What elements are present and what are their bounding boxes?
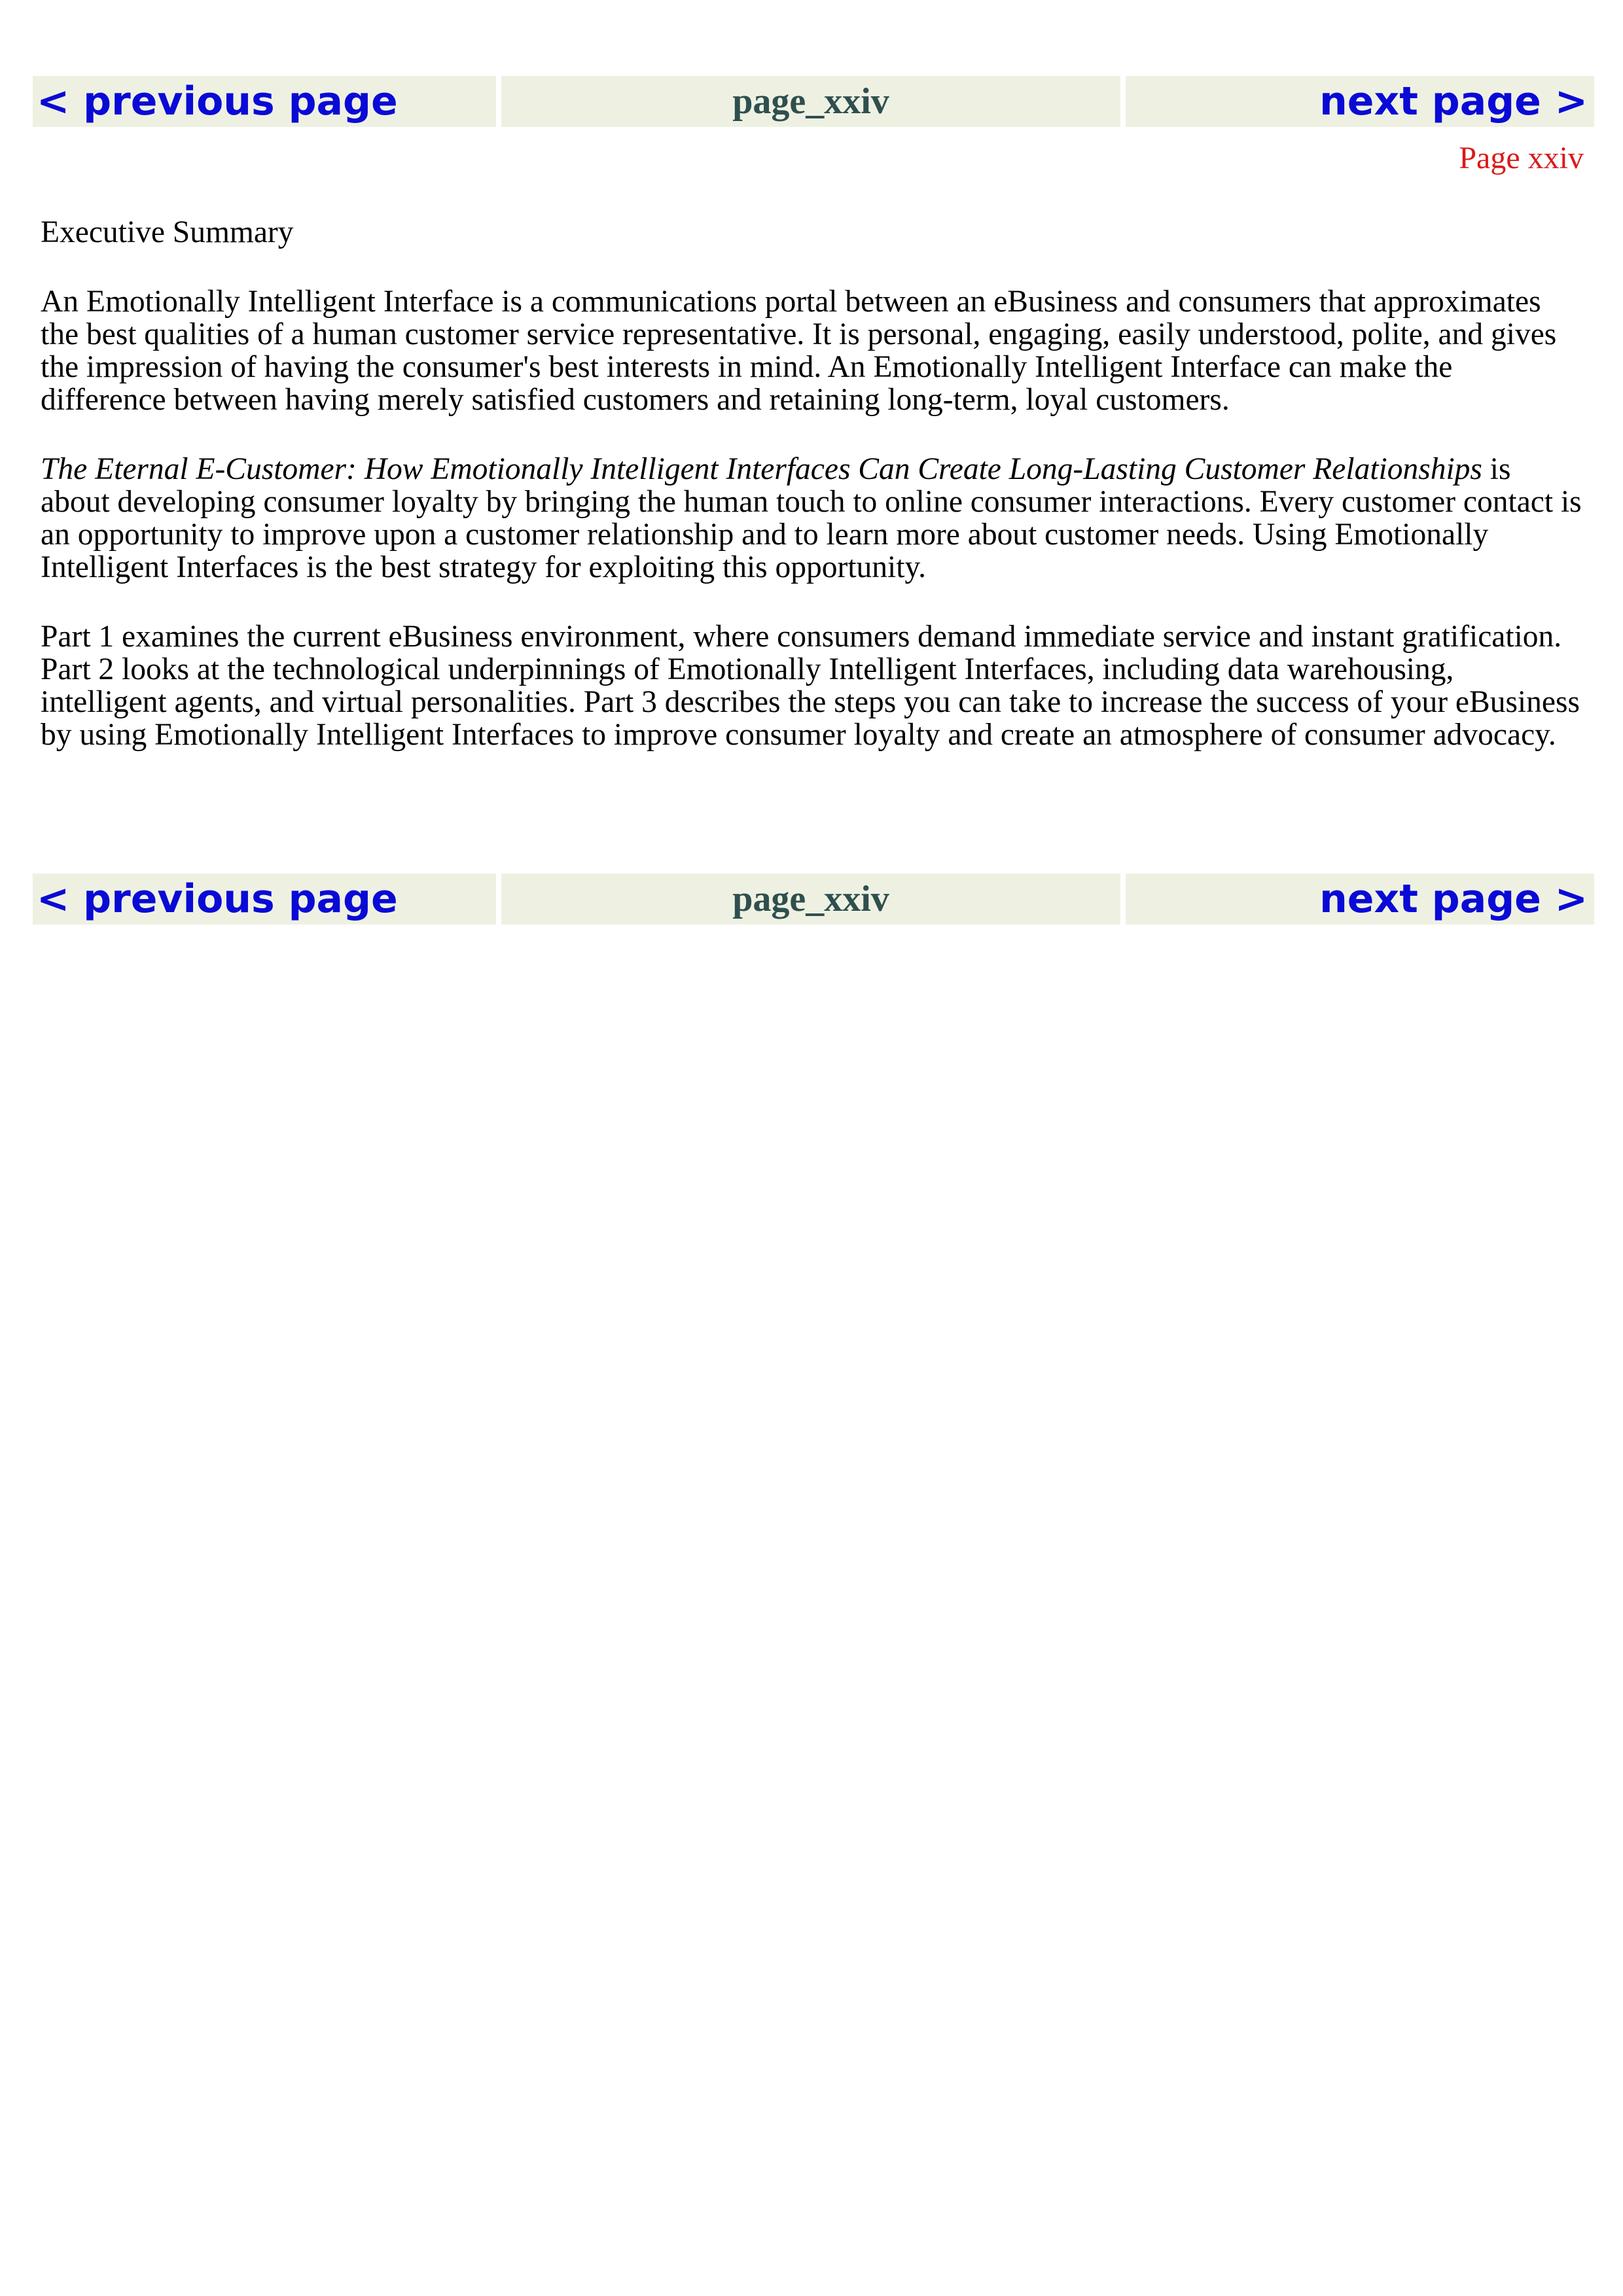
top-previous-page-link[interactable]: < previous page (37, 79, 398, 124)
top-previous-cell (33, 76, 496, 127)
top-next-cell (1126, 76, 1594, 127)
section-heading: Executive Summary (41, 215, 294, 249)
book-title: The Eternal E-Customer: How Emotionally Intelligent Interfaces Can Create Long-Lasting Customer Relationships (41, 452, 1482, 486)
paragraph-intro: An Emotionally Intelligent Interface is a communications portal between an eBusiness and consumers that approximates the best qualities of a human customer service representative. It is personal, engaging, easily understood, polite, and gives the impression of having the consumer's best interests in mind. An Emotionally Intelligent Interface can make the difference between having merely satisfied customers and retaining long-term, loyal customers. (41, 285, 1557, 417)
bottom-page-id: page_xxiv (732, 879, 889, 919)
bottom-previous-page-link[interactable]: < previous page (37, 876, 398, 922)
book-description-text: is about developing consumer loyalty by bringing the human touch to online consumer interactions. Every customer contact is an opportunity to improve upon a customer relationship and to learn more about customer needs. Using Emotionally Intelligent Interfaces is the best strategy for exploiting this opportunity. (41, 452, 1582, 584)
top-next-page-link[interactable]: next page > (1319, 79, 1588, 124)
bottom-page-id-cell (501, 874, 1120, 925)
bottom-previous-cell (33, 874, 496, 925)
document-body (41, 216, 1585, 751)
top-page-id-cell (501, 76, 1120, 127)
bottom-navigation-bar (33, 874, 1594, 925)
top-page-id: page_xxiv (732, 81, 889, 122)
bottom-next-page-link[interactable]: next page > (1319, 876, 1588, 922)
top-navigation-bar (33, 76, 1594, 127)
bottom-next-cell (1126, 874, 1594, 925)
page-number-marker: Page xxiv (1459, 141, 1584, 175)
paragraph-book-description (41, 453, 1585, 584)
paragraph-parts-overview: Part 1 examines the current eBusiness environment, where consumers demand immediate service and instant gratification. Part 2 looks at the technological underpinnings of Emotionally Intelligent Interfaces, including data warehousing, intelligent agents, and virtual personalities. Part 3 describes the steps you can take to increase the success of your eBusiness by using Emotionally Intelligent Interfaces to improve consumer loyalty and create an atmosphere of consumer advocacy. (41, 620, 1580, 752)
